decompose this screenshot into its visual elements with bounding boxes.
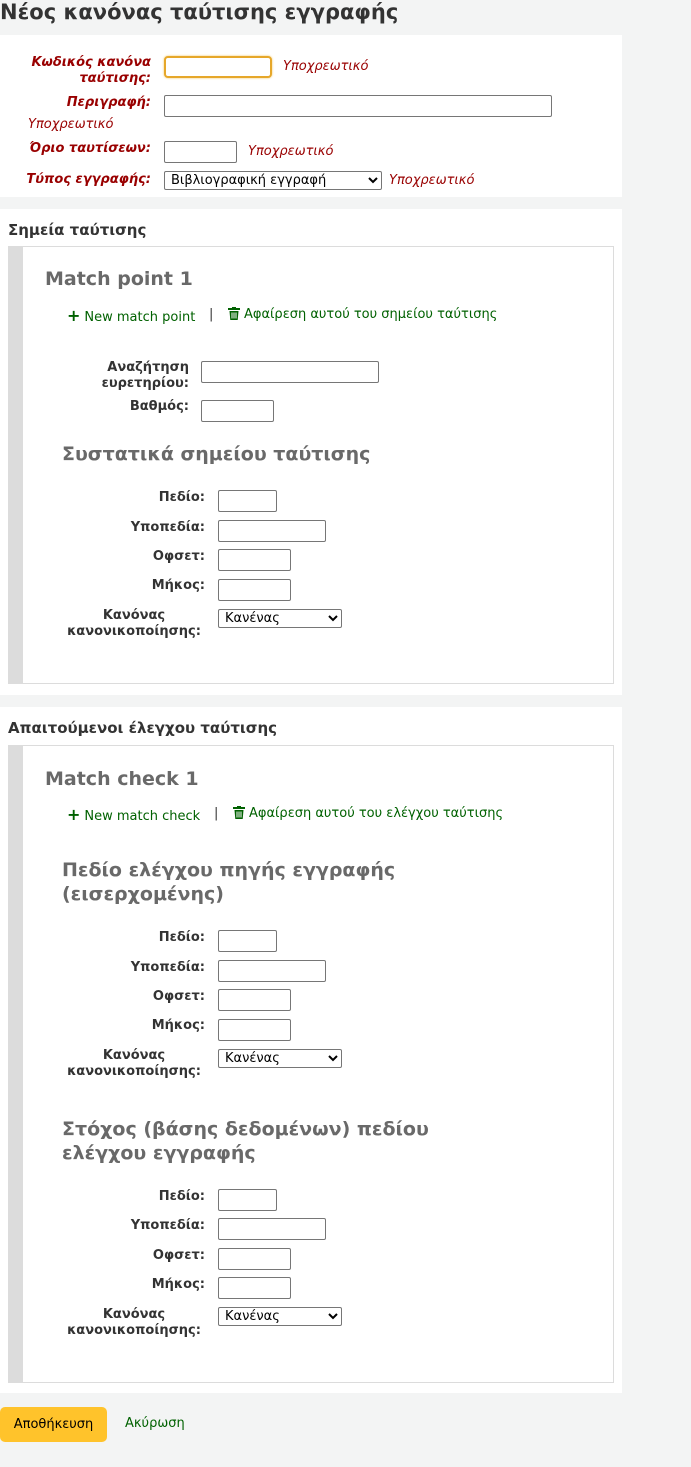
rule-form-panel: [0, 35, 622, 197]
match-point-title: Match point 1: [45, 268, 193, 290]
page-title: Νέος κανόνας ταύτισης εγγραφής: [0, 0, 399, 24]
source-offset-label: Οφσετ:: [152, 989, 205, 1004]
source-subfields-label: Υποπεδία:: [130, 960, 205, 975]
source-length-input[interactable]: [218, 1019, 291, 1041]
record-type-select[interactable]: [164, 171, 382, 190]
target-length-label: Μήκος:: [151, 1277, 205, 1292]
plus-icon: +: [67, 306, 81, 325]
threshold-label: Όριο ταυτίσεων:: [29, 141, 151, 156]
trash-icon: [228, 307, 240, 320]
target-check-title: Στόχος (βάσης δεδομένων) πεδίου ελέγχου εγγραφής: [62, 1118, 429, 1164]
match-point-box: [8, 246, 614, 684]
index-input[interactable]: [201, 361, 379, 383]
threshold-input[interactable]: [164, 141, 237, 163]
target-tag-label: Πεδίο:: [158, 1189, 205, 1204]
source-offset-input[interactable]: [218, 989, 291, 1011]
box-accent-bar: [9, 746, 23, 1382]
match-checks-section-title: Απαιτούμενοι έλεγχου ταύτισης: [8, 719, 278, 737]
match-points-panel: [0, 209, 622, 695]
box-accent-bar: [9, 247, 23, 683]
source-tag-input[interactable]: [218, 930, 277, 952]
remove-match-check-link[interactable]: [233, 806, 503, 821]
target-subfields-label: Υποπεδία:: [130, 1218, 205, 1233]
description-required: Υποχρεωτικό: [28, 117, 114, 132]
target-offset-input[interactable]: [218, 1248, 291, 1270]
subfields-label: Υποπεδία:: [130, 520, 205, 535]
match-check-title: Match check 1: [45, 768, 199, 790]
length-label: Μήκος:: [151, 578, 205, 593]
components-title: Συστατικά σημείου ταύτισης: [62, 443, 371, 465]
new-match-point-link[interactable]: [67, 306, 195, 325]
remove-match-point-label: Αφαίρεση αυτού του σημείου ταύτισης: [244, 307, 498, 322]
norm-select[interactable]: [218, 609, 342, 628]
description-input[interactable]: [164, 95, 552, 117]
score-label: Βαθμός:: [129, 399, 189, 414]
subfields-input[interactable]: [218, 520, 326, 542]
remove-match-point-link[interactable]: [228, 307, 497, 322]
tag-input[interactable]: [218, 490, 277, 512]
match-check-box: [8, 745, 614, 1383]
length-input[interactable]: [218, 579, 291, 601]
code-input[interactable]: [164, 56, 272, 78]
offset-input[interactable]: [218, 549, 291, 571]
new-match-check-link[interactable]: [67, 805, 200, 824]
cancel-link[interactable]: Ακύρωση: [125, 1416, 185, 1431]
description-label: Περιγραφή:: [66, 95, 151, 110]
score-input[interactable]: [201, 400, 274, 422]
offset-label: Οφσετ:: [152, 549, 205, 564]
target-length-input[interactable]: [218, 1277, 291, 1299]
trash-icon: [233, 806, 245, 819]
code-label: Κωδικός κανόνα ταύτισης:: [31, 55, 151, 86]
target-tag-input[interactable]: [218, 1189, 277, 1211]
source-norm-select[interactable]: [218, 1049, 342, 1068]
remove-match-check-label: Αφαίρεση αυτού του ελέγχου ταύτισης: [249, 806, 504, 821]
target-norm-label: Κανόνας κανονικοποίησης:: [67, 1307, 201, 1338]
code-required: Υποχρεωτικό: [283, 59, 369, 74]
source-subfields-input[interactable]: [218, 960, 326, 982]
new-match-point-label: New match point: [84, 310, 196, 325]
link-separator: |: [209, 307, 214, 322]
record-type-label: Τύπος εγγραφής:: [26, 172, 151, 187]
link-separator: |: [214, 806, 219, 821]
source-tag-label: Πεδίο:: [158, 930, 205, 945]
match-points-section-title: Σημεία ταύτισης: [8, 221, 147, 239]
source-length-label: Μήκος:: [151, 1018, 205, 1033]
new-match-check-label: New match check: [84, 809, 201, 824]
tag-label: Πεδίο:: [158, 490, 205, 505]
target-subfields-input[interactable]: [218, 1218, 326, 1240]
target-offset-label: Οφσετ:: [152, 1248, 205, 1263]
target-norm-select[interactable]: [218, 1307, 342, 1326]
norm-label: Κανόνας κανονικοποίησης:: [67, 608, 201, 639]
save-button[interactable]: Αποθήκευση: [0, 1407, 107, 1442]
index-label: Αναζήτηση ευρετηρίου:: [101, 360, 189, 391]
record-type-required: Υποχρεωτικό: [389, 173, 475, 188]
match-checks-panel: [0, 707, 622, 1393]
threshold-required: Υποχρεωτικό: [248, 144, 334, 159]
source-norm-label: Κανόνας κανονικοποίησης:: [67, 1048, 201, 1079]
plus-icon: +: [67, 805, 81, 824]
source-check-title: Πεδίο ελέγχου πηγής εγγραφής (εισερχομένης): [62, 859, 396, 905]
